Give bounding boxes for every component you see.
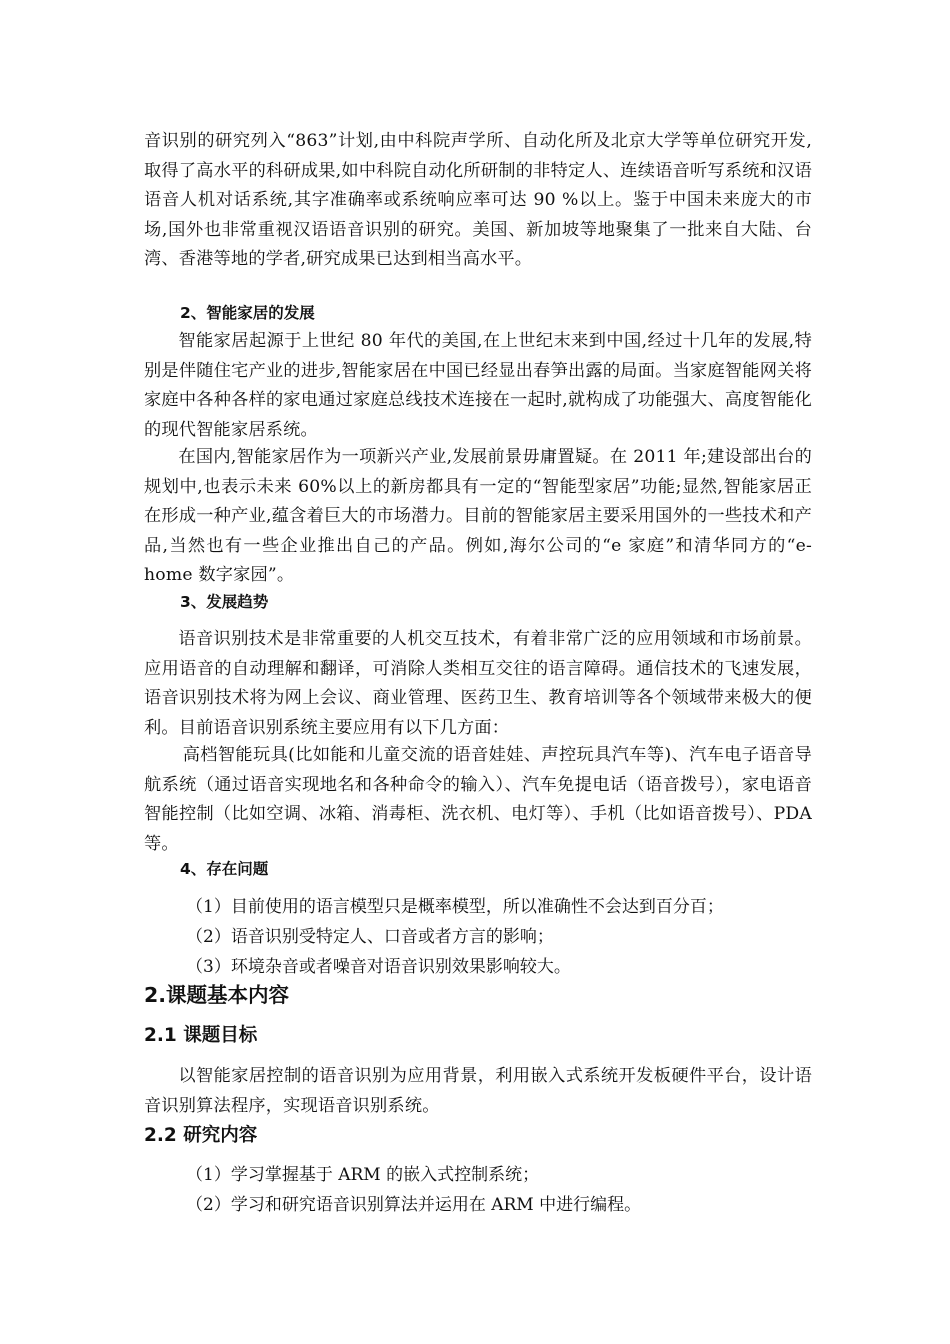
paragraph-smart-home-origin: 智能家居起源于上世纪 80 年代的美国,在上世纪末来到中国,经过十几年的发展,特别是伴随住宅产业的进步,智能家居在中国已经显出春笋出露的局面。当家庭智能网关将家庭中各种各样的家电通过家庭总线技术连接在一起时,就构成了功能强大、高度智能化的现代智能家居系统。: [144, 331, 812, 440]
problem-item: （2）语音识别受特定人、口音或者方言的影响；: [186, 927, 554, 947]
paragraph-domestic-smart-home: 在国内,智能家居作为一项新兴产业,发展前景毋庸置疑。在 2011 年;建设部出台的规划中,也表示未来 60%以上的新房都具有一定的“智能型家居”功能;显然,智能家居正在形成一种产业,蕴含着巨大的市场潜力。目前的智能家居主要采用国外的一些技术和产品,当然也有一些企业推出自己的产品。例如,海尔公司的“e 家庭”和清华同方的“e-home 数字家园”。: [144, 447, 812, 585]
section-title-objective: 2.1 课题目标: [144, 1025, 258, 1046]
paragraph-objective: 以智能家居控制的语音识别为应用背景，利用嵌入式系统开发板硬件平台，设计语音识别算法程序，实现语音识别系统。: [144, 1066, 812, 1116]
paragraph-chinese-research: 音识别的研究列入“863”计划,由中科院声学所、自动化所及北京大学等单位研究开发,取得了高水平的科研成果,如中科院自动化所研制的非特定人、连续语音听写系统和汉语语音人机对话系统,其字准确率或系统响应率可达 90 %以上。鉴于中国未来庞大的市场,国外也非常重视汉语语音识别的研究。美国、新加坡等地聚集了一批来自大陆、台湾、香港等地的学者,研究成果已达到相当高水平。: [144, 131, 812, 269]
problem-item: （3）环境杂音或者噪音对语音识别效果影响较大。: [186, 957, 571, 977]
problem-item: （1）目前使用的语言模型只是概率模型，所以准确性不会达到百分百；: [186, 897, 724, 917]
section-title-basic-content: 2.课题基本内容: [144, 983, 290, 1007]
heading-smart-home-development: 2、智能家居的发展: [180, 304, 315, 322]
paragraph-speech-tech: 语音识别技术是非常重要的人机交互技术，有着非常广泛的应用领域和市场前景。应用语音的自动理解和翻译，可消除人类相互交往的语言障碍。通信技术的飞速发展，语音识别技术将为网上会议、商业管理、医药卫生、教育培训等各个领域带来极大的便利。目前语音识别系统主要应用有以下几方面：: [144, 629, 812, 738]
research-item: （2）学习和研究语音识别算法并运用在 ARM 中进行编程。: [186, 1195, 642, 1215]
heading-existing-problems: 4、存在问题: [180, 860, 269, 878]
heading-development-trend: 3、发展趋势: [180, 593, 269, 611]
section-title-research-content: 2.2 研究内容: [144, 1125, 258, 1146]
research-item: （1）学习掌握基于 ARM 的嵌入式控制系统；: [186, 1165, 540, 1185]
paragraph-applications: 高档智能玩具(比如能和儿童交流的语音娃娃、声控玩具汽车等)、汽车电子语音导航系统（通过语音实现地名和各种命令的输入）、汽车免提电话（语音拨号），家电语音智能控制（比如空调、冰箱、消毒柜、洗衣机、电灯等）、手机（比如语音拨号）、PDA 等。: [144, 745, 812, 854]
